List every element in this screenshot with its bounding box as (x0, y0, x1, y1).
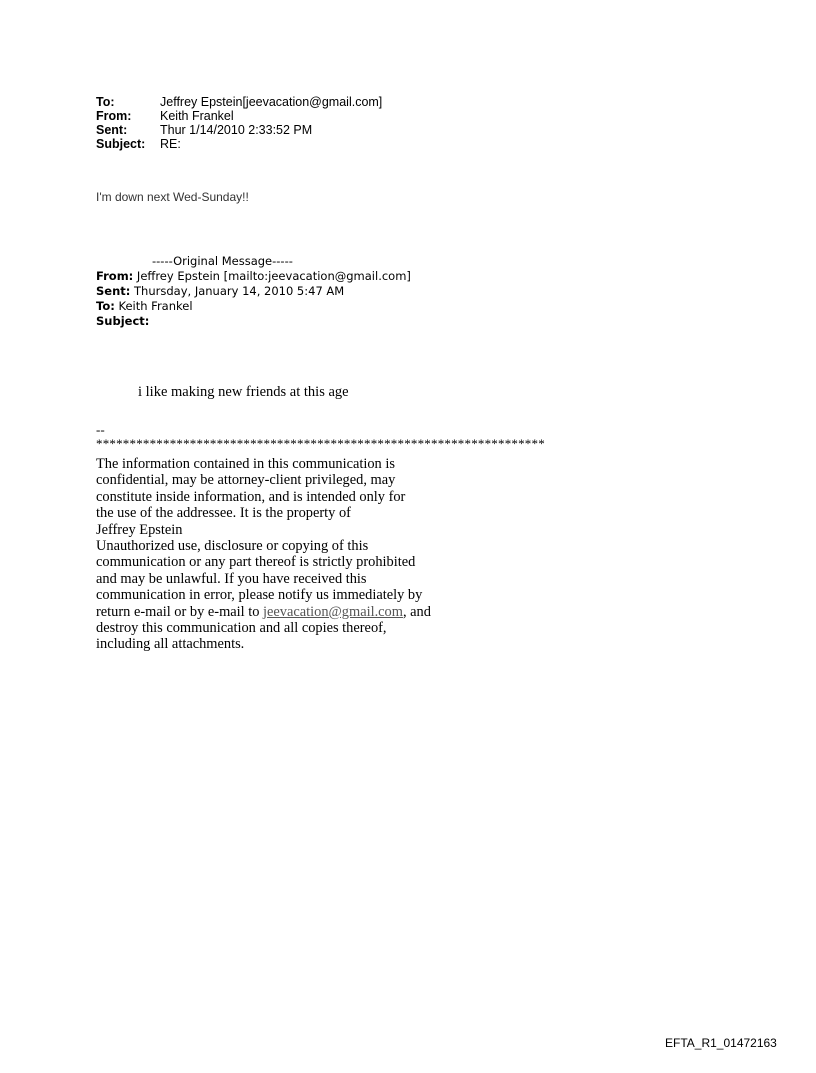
disclaimer-post-link: , and (402, 603, 431, 620)
disclaimer-line: including all attachments. (96, 636, 245, 653)
original-subject-label: Subject: (96, 314, 150, 328)
original-sent-row (96, 284, 411, 299)
original-from-row (96, 269, 411, 284)
original-to-label: To: (96, 299, 115, 313)
signature-dash: -- (96, 422, 105, 437)
disclaimer-line: constitute inside information, and is intended only for (96, 488, 406, 505)
disclaimer-link-line (96, 604, 496, 620)
disclaimer-line: confidential, may be attorney-client privileged, may (96, 472, 396, 489)
document-id: EFTA_R1_01472163 (665, 1036, 777, 1050)
from-value: Keith Frankel (160, 109, 234, 123)
sent-value: Thur 1/14/2010 2:33:52 PM (160, 123, 313, 137)
disclaimer (96, 456, 496, 653)
original-sent-label: Sent: (96, 284, 131, 298)
original-message-header (96, 254, 411, 329)
from-label: From: (96, 109, 132, 123)
original-subject-row (96, 314, 411, 329)
header-from-row (96, 109, 382, 123)
subject-value: RE: (160, 137, 181, 151)
disclaimer-pre-link: return e-mail or by e-mail to (96, 603, 264, 620)
original-message-separator: -----Original Message----- (152, 254, 293, 268)
to-value: Jeffrey Epstein[jeevacation@gmail.com] (160, 95, 383, 109)
email-header (96, 95, 382, 151)
original-sent-value: Thursday, January 14, 2010 5:47 AM (130, 284, 345, 298)
original-message-body: i like making new friends at this age (138, 384, 349, 400)
to-label: To: (96, 95, 115, 109)
header-sent-row (96, 123, 382, 137)
disclaimer-line: The information contained in this communication is (96, 456, 395, 472)
header-to-row (96, 95, 382, 109)
signature-stars: ******************************************************************* (96, 436, 545, 451)
disclaimer-line: communication in error, please notify us immediately by (96, 587, 423, 604)
header-subject-row (96, 137, 382, 151)
original-from-value: Jeffrey Epstein [mailto:jeevacation@gmail.com] (133, 269, 411, 283)
disclaimer-line: Unauthorized use, disclosure or copying of this (96, 538, 369, 555)
original-to-row (96, 299, 411, 314)
disclaimer-line: destroy this communication and all copies thereof, (96, 620, 387, 637)
disclaimer-line: and may be unlawful. If you have received this (96, 570, 367, 587)
sent-label: Sent: (96, 123, 128, 137)
disclaimer-line: the use of the addressee. It is the property of (96, 505, 351, 522)
disclaimer-line: communication or any part thereof is strictly prohibited (96, 554, 416, 571)
subject-label: Subject: (96, 137, 146, 151)
original-from-label: From: (96, 269, 134, 283)
email-link[interactable]: jeevacation@gmail.com (263, 603, 403, 620)
reply-body: I'm down next Wed-Sunday!! (96, 190, 249, 204)
original-to-value: Keith Frankel (114, 299, 193, 313)
disclaimer-line: Jeffrey Epstein (96, 521, 183, 538)
